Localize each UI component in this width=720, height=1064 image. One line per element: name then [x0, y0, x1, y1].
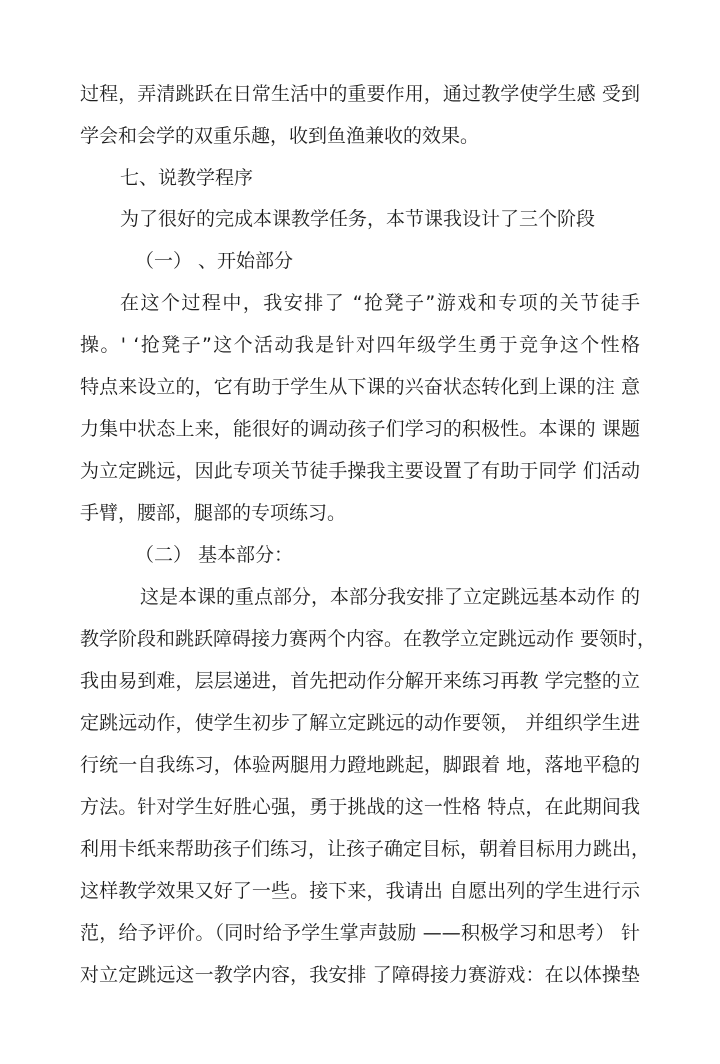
paragraph-line: 利用卡纸来帮助孩子们练习，让孩子确定目标，朝着目标用力跳出，	[80, 838, 651, 860]
paragraph-line: 在这个过程中，我安排了 “抢凳子”游戏和专项的关节徒手	[120, 292, 640, 314]
paragraph-line: 行统一自我练习，体验两腿用力蹬地跳起，脚跟着 地，落地平稳的	[80, 754, 640, 776]
paragraph-line: 学会和会学的双重乐趣，收到鱼渔兼收的效果。	[80, 125, 480, 147]
section-heading: 七、说教学程序	[120, 167, 254, 189]
paragraph-line: 定跳远动作，使学生初步了解立定跳远的动作要领， 并组织学生进	[80, 712, 640, 734]
paragraph-line: 手臂，腰部，腿部的专项练习。	[80, 502, 347, 524]
paragraph-line: 过程，弄清跳跃在日常生活中的重要作用，通过教学使学生感 受到	[80, 83, 640, 105]
paragraph-line: 特点来设立的，它有助于学生从下课的兴奋状态转化到上课的注 意	[80, 376, 640, 398]
paragraph-line: 操。' ‘抢凳子”这个活动我是针对四年级学生勇于竞争这个性格	[80, 334, 640, 356]
paragraph-line: 范，给予评价。（同时给予学生掌声鼓励 ——积极学习和思考） 针	[80, 922, 640, 944]
paragraph-line: 我由易到难，层层递进，首先把动作分解开来练习再教 学完整的立	[80, 670, 640, 692]
paragraph-line: 这是本课的重点部分，本部分我安排了立定跳远基本动作 的	[140, 586, 641, 608]
paragraph-line: 方法。针对学生好胜心强，勇于挑战的这一性格 特点，在此期间我	[80, 796, 640, 818]
paragraph-line: 对立定跳远这一教学内容，我安排 了障碍接力赛游戏：在以体操垫	[80, 964, 640, 986]
paragraph-line: 力集中状态上来，能很好的调动孩子们学习的积极性。本课的 课题	[80, 418, 640, 440]
paragraph-line: 为了很好的完成本课教学任务，本节课我设计了三个阶段	[120, 208, 596, 230]
subsection-heading: （一） 、开始部分	[135, 250, 294, 272]
paragraph-line: 这样教学效果又好了一些。接下来，我请出 自愿出列的学生进行示	[80, 880, 640, 902]
paragraph-line: 教学阶段和跳跃障碍接力赛两个内容。在教学立定跳远动作 要领时，	[80, 628, 657, 650]
paragraph-line: 为立定跳远，因此专项关节徒手操我主要设置了有助于同学 们活动	[80, 460, 640, 482]
subsection-heading: （二） 基本部分：	[135, 544, 294, 566]
